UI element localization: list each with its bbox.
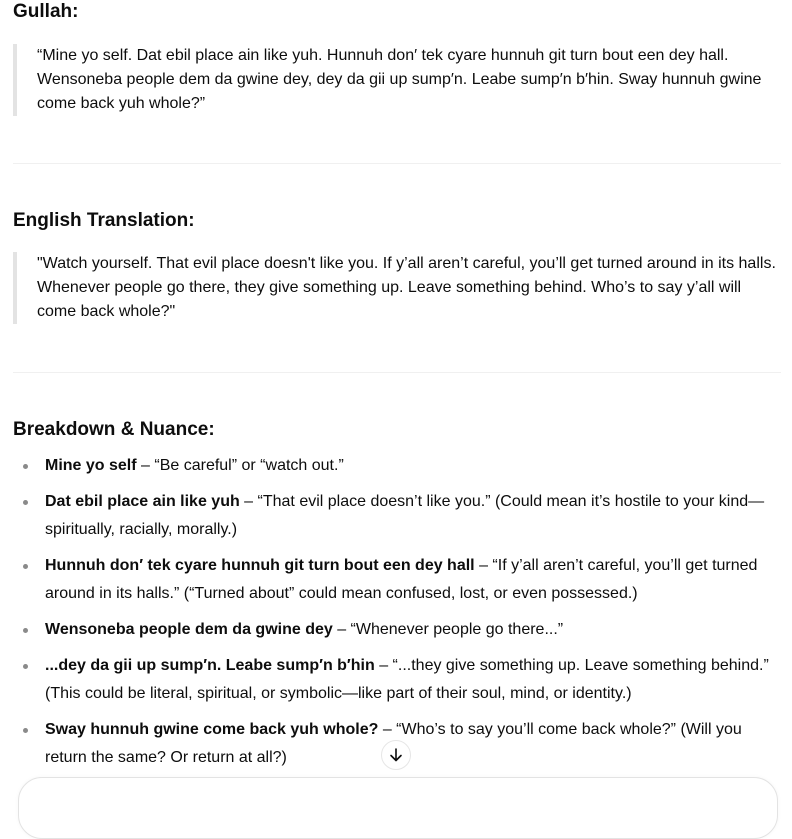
list-item [13, 552, 781, 608]
term: Mine yo self [45, 457, 137, 474]
gullah-quote: “Mine yo self. Dat ebil place ain like yuh. Hunnuh don′ tek cyare hunnuh git turn bout een dey hall. Wensoneba people dem da gwine dey, dey da gii up sump′n. Leabe sump′n b′hin. Sway hunnuh gwine come back yuh whole?” [13, 44, 777, 116]
bullet-icon [23, 500, 28, 505]
list-item [13, 616, 781, 644]
breakdown-list [13, 452, 781, 780]
list-item [13, 452, 781, 480]
divider [13, 163, 781, 164]
english-heading: English Translation: [13, 210, 195, 231]
term: Wensoneba people dem da gwine dey [45, 621, 333, 638]
english-quote: "Watch yourself. That evil place doesn't like you. If y’all aren’t careful, you’ll get turned around in its halls. Whenever people go there, they give something up. Leave something behind. Who’s to say y’all will come back whole?" [13, 252, 777, 324]
term: ...dey da gii up sump′n. Leabe sump′n b′hin [45, 657, 375, 674]
message-composer[interactable] [18, 777, 778, 839]
bullet-icon [23, 564, 28, 569]
gullah-heading: Gullah: [13, 1, 79, 22]
term: Dat ebil place ain like yuh [45, 493, 240, 510]
arrow-down-icon [388, 747, 404, 763]
explanation: – “...they give something up. Leave something behind.” (This could be literal, spiritual, or symbolic—like part of their soul, mind, or identity.) [45, 657, 769, 702]
bullet-icon [23, 664, 28, 669]
explanation: – “Whenever people go there...” [332, 621, 564, 638]
bullet-icon [23, 728, 28, 733]
explanation: – “Be careful” or “watch out.” [136, 457, 344, 474]
bullet-icon [23, 628, 28, 633]
term: Hunnuh don′ tek cyare hunnuh git turn bout een dey hall [45, 557, 475, 574]
explanation: – “If y’all aren’t careful, you’ll get turned around in its halls.” (“Turned about” could mean confused, lost, or even possessed.) [45, 557, 758, 602]
scroll-to-bottom-button[interactable] [381, 740, 411, 770]
explanation: – “That evil place doesn’t like you.” (Could mean it’s hostile to your kind—spiritually, racially, morally.) [45, 493, 765, 538]
explanation: – “Who’s to say you’ll come back whole?” (Will you return the same? Or return at all?) [45, 721, 742, 766]
breakdown-heading: Breakdown & Nuance: [13, 419, 215, 440]
divider [13, 372, 781, 373]
term: Sway hunnuh gwine come back yuh whole? [45, 721, 379, 738]
bullet-icon [23, 464, 28, 469]
list-item [13, 488, 781, 544]
list-item [13, 652, 781, 708]
